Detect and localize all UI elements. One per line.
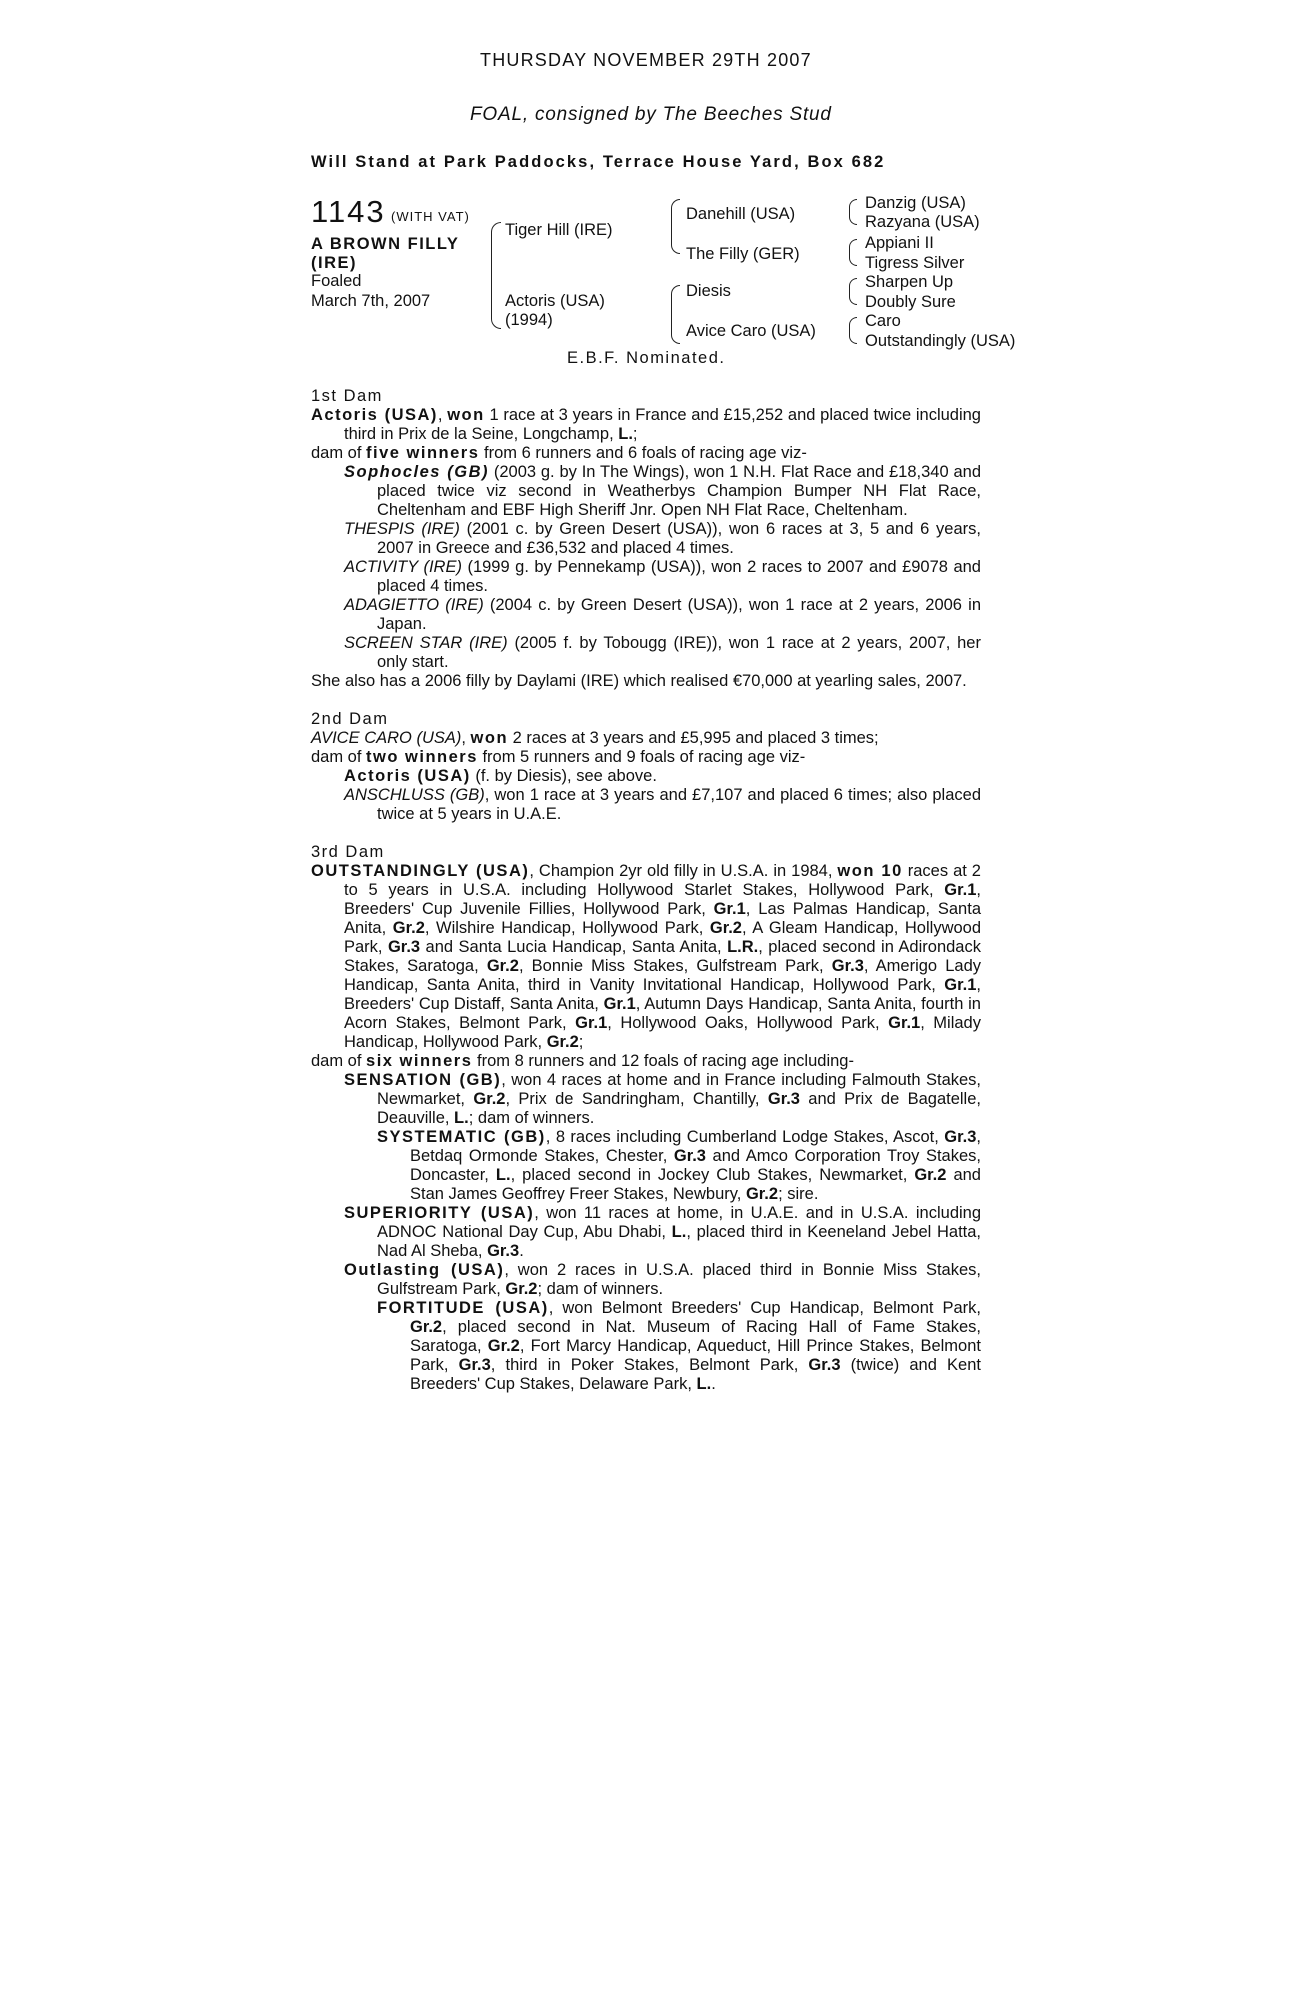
produce-text: (2003 g. by In The Wings), won 1 N.H. Flat Race and £18,340 and placed twice viz second in Weatherbys Champion Bumper NH Flat Race, Cheltenham and EBF High Sheriff Jnr. Open NH Flat Race, Cheltenham. [377,463,981,519]
pedigree-dam-sire: Diesis [686,282,731,300]
dam-of-prefix: dam of [311,444,367,462]
produce-item: FORTITUDE (USA), won Belmont Breeders' Cup Handicap, Belmont Park, Gr.2, placed second in Nat. Museum of Racing Hall of Fame Stakes, Saratoga, Gr.2, Fort Marcy Handicap, Aqueduct, Hill Prince Stakes, Belmont Park, Gr.3, third in Poker Stakes, Belmont Park, Gr.3 (twice) and Kent Breeders' Cup Stakes, Delaware Park, L.. [377,1299,981,1393]
produce-item [344,767,981,786]
second-dam-record: AVICE CARO (USA), won 2 races at 3 years and £5,995 and placed 3 times; [311,729,879,747]
produce-name: SCREEN STAR (IRE) [344,634,508,652]
foaled-label: Foaled [311,272,362,290]
produce-item [344,463,981,520]
winner-count: two winners [366,748,478,766]
produce-item [344,786,981,824]
produce-item [344,558,981,596]
produce-item: SENSATION (GB), won 4 races at home and in France including Falmouth Stakes, Newmarket, Gr.2, Prix de Sandringham, Chantilly, Gr.3 and Prix de Bagatelle, Deauville, L.; dam of winners. [344,1071,981,1127]
pedigree-brace-g4 [849,317,857,344]
produce-name: SYSTEMATIC (GB) [377,1128,546,1146]
listed-marker: L. [618,425,633,443]
pedigree-brace-dam [671,285,680,344]
produce-text: (2005 f. by Tobougg (IRE)), won 1 race at 2 years, 2007, her only start. [377,634,981,671]
produce-name: SUPERIORITY (USA) [344,1204,535,1222]
foaled-date: March 7th, 2007 [311,292,431,310]
pedigree-g5: Sharpen Up [865,273,954,291]
pedigree-brace-main [491,222,501,329]
produce-name: Actoris (USA) [344,767,471,785]
sale-date: THURSDAY NOVEMBER 29TH 2007 [480,50,812,70]
punct: ; [632,425,638,443]
second-dam-intro: 2 races at 3 years and £5,995 and placed 3 times; [508,729,879,747]
dam-details [311,387,981,1394]
first-dam-produce-summary [311,444,981,463]
produce-name: ANSCHLUSS (GB) [344,786,485,804]
pedigree-brace-g1 [849,199,857,225]
dam-of-suffix: from 5 runners and 9 foals of racing age viz- [477,748,806,766]
produce-text: , won 1 race at 3 years and £7,107 and placed 6 times; also placed twice at 5 years in U.A.E. [377,786,982,823]
pedigree-dam: Actoris (USA) [505,292,605,310]
produce-text: (2004 c. by Green Desert (USA)), won 1 race at 2 years, 2006 in Japan. [377,596,981,633]
third-dam-name: OUTSTANDINGLY (USA) [311,862,530,880]
produce-item: SYSTEMATIC (GB), 8 races including Cumberland Lodge Stakes, Ascot, Gr.3, Betdaq Ormonde Stakes, Chester, Gr.3 and Amco Corporation Troy Stakes, Doncaster, L., placed second in Jockey Club Stakes, Newmarket, Gr.2 and Stan James Geoffrey Freer Stakes, Newbury, Gr.2; sire. [377,1128,981,1203]
produce-name: Sophocles (GB) [344,463,490,481]
produce-text: (2001 c. by Green Desert (USA)), won 6 races at 3, 5 and 6 years, 2007 in Greece and £36,532 and placed 4 times. [377,520,981,557]
produce-name: Outlasting (USA) [344,1261,505,1279]
second-dam-name: AVICE CARO (USA) [311,729,462,747]
vat-note: (WITH VAT) [391,209,470,224]
ebf-note: E.B.F. Nominated. [567,349,726,367]
consignor-line: FOAL, consigned by The Beeches Stud [470,104,832,125]
pedigree-sire-sire: Danehill (USA) [686,205,796,223]
pedigree-sire-dam: The Filly (GER) [686,245,800,263]
second-dam-produce-summary [311,748,981,767]
first-dam-name: Actoris (USA) [311,406,438,424]
produce-name: FORTITUDE (USA) [377,1299,549,1317]
third-dam-record: OUTSTANDINGLY (USA), Champion 2yr old filly in U.S.A. in 1984, won 10 races at 2 to 5 years in U.S.A. including Hollywood Starlet Stakes, Hollywood Park, Gr.1, Breeders' Cup Juvenile Fillies, Hollywood Park, Gr.1, Las Palmas Handicap, Santa Anita, Gr.2, Wilshire Handicap, Hollywood Park, Gr.2, A Gleam Handicap, Hollywood Park, Gr.3 and Santa Lucia Handicap, Santa Anita, L.R., placed second in Adirondack Stakes, Saratoga, Gr.2, Bonnie Miss Stakes, Gulfstream Park, Gr.3, Amerigo Lady Handicap, Santa Anita, third in Vanity Invitational Handicap, Hollywood Park, Gr.1, Breeders' Cup Distaff, Santa Anita, Gr.1, Autumn Days Handicap, Santa Anita, fourth in Acorn Stakes, Belmont Park, Gr.1, Hollywood Oaks, Hollywood Park, Gr.1, Milady Handicap, Hollywood Park, Gr.2; [311,862,982,1051]
first-dam-record: Actoris (USA), won 1 race at 3 years in France and £15,252 and placed twice including third in Prix de la Seine, Longchamp, L.; [311,406,981,443]
produce-name: SENSATION (GB) [344,1071,502,1089]
pedigree-g2: Razyana (USA) [865,213,980,231]
winner-count: five winners [366,444,480,462]
produce-item [344,634,981,672]
first-dam-heading: 1st Dam [311,387,383,405]
second-dam-heading: 2nd Dam [311,710,389,728]
lot-description: A BROWN FILLY [311,235,460,253]
produce-item: Outlasting (USA), won 2 races in U.S.A. placed third in Bonnie Miss Stakes, Gulfstream Park, Gr.2; dam of winners. [344,1261,981,1298]
produce-text: (1999 g. by Pennekamp (USA)), won 2 races to 2007 and £9078 and placed 4 times. [377,558,981,595]
dam-of-suffix: from 6 runners and 6 foals of racing age viz- [479,444,807,462]
produce-item [344,596,981,634]
second-dam-won: won [470,729,509,747]
pedigree-g1: Danzig (USA) [865,194,966,212]
first-dam-won: won [447,406,485,424]
pedigree-g3: Appiani II [865,234,934,252]
produce-name: ACTIVITY (IRE) [344,558,462,576]
third-dam-produce-summary: dam of six winners from 8 runners and 12 foals of racing age including- [311,1052,854,1070]
produce-item [344,520,981,558]
stand-location: Will Stand at Park Paddocks, Terrace House Yard, Box 682 [311,153,886,171]
produce-item: SUPERIORITY (USA), won 11 races at home, in U.A.E. and in U.S.A. including ADNOC National Day Cup, Abu Dhabi, L., placed third in Keeneland Jebel Hatta, Nad Al Sheba, Gr.3. [344,1204,982,1260]
pedigree-g6: Doubly Sure [865,293,956,311]
pedigree-brace-sire [671,199,680,254]
pedigree-g8: Outstandingly (USA) [865,332,1016,350]
pedigree-brace-g3 [849,278,857,305]
dam-of-prefix: dam of [311,748,367,766]
pedigree-sire: Tiger Hill (IRE) [505,221,613,239]
pedigree-brace-g2 [849,239,857,266]
produce-name: THESPIS (IRE) [344,520,460,538]
lot-description-country: (IRE) [311,254,357,272]
first-dam-also: She also has a 2006 filly by Daylami (IRE) which realised €70,000 at yearling sales, 2007. [311,672,967,690]
third-dam-heading: 3rd Dam [311,843,385,861]
pedigree-g7: Caro [865,312,901,330]
produce-text: (f. by Diesis), see above. [470,767,657,785]
pedigree-dam-dam: Avice Caro (USA) [686,322,816,340]
first-dam-intro: 1 race at 3 years in France and £15,252 and placed twice including third in Prix de la Seine, Longchamp, [344,406,981,443]
pedigree-dam-year: (1994) [505,311,553,329]
pedigree-g4: Tigress Silver [865,254,965,272]
lot-number: 1143 [311,194,386,229]
produce-name: ADAGIETTO (IRE) [344,596,484,614]
